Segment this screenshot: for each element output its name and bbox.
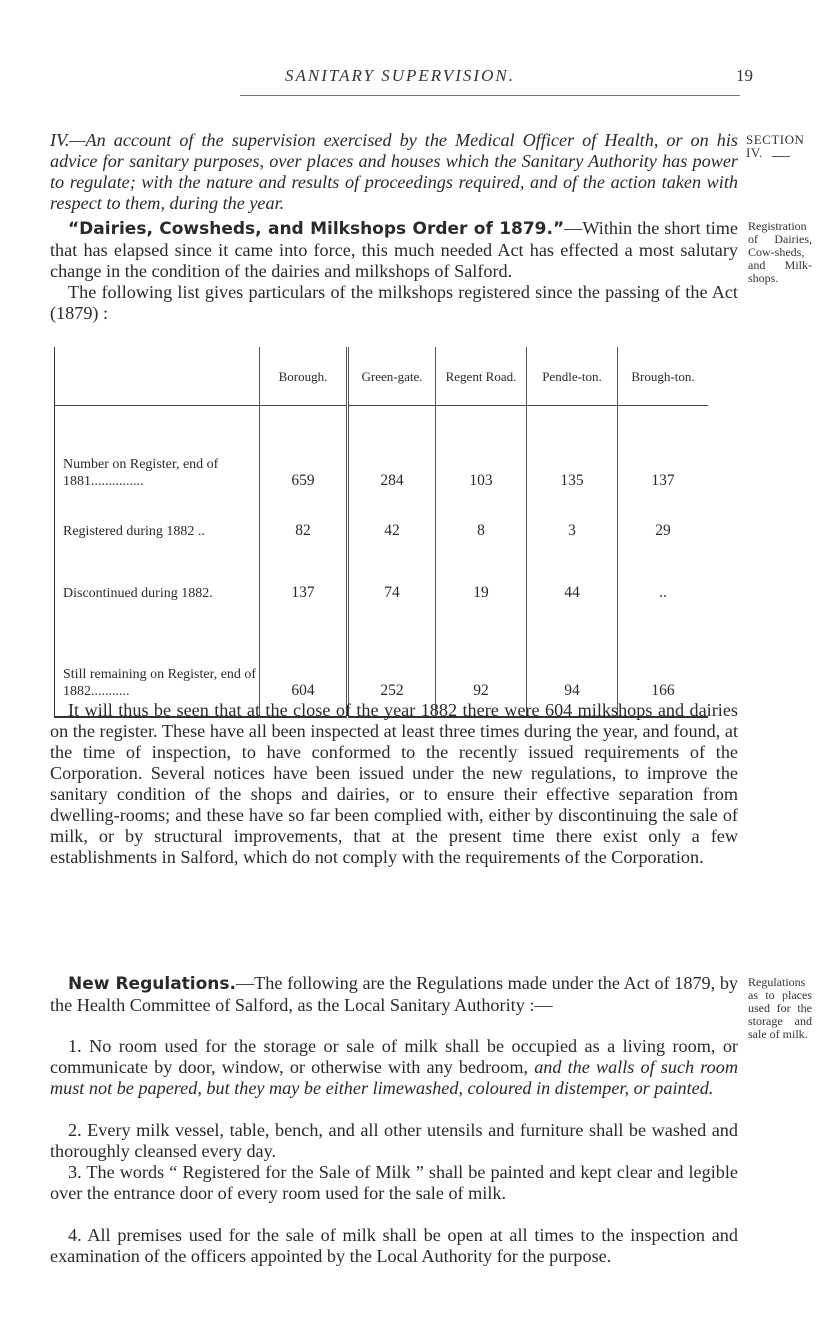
table-header-blank — [55, 347, 260, 406]
table-cell: 92 — [436, 624, 527, 717]
new-regulations-body: —The following are the Regulations made under the Act of 1879, by the Health Committee of Salford, as the Local Sanitary Authority :— — [50, 973, 739, 1015]
inspection-paragraph: It will thus be seen that at the close of the year 1882 there were 604 milkshops and dairies on the register. These have all been inspected at least three times during the year, and found, at the time of inspection, to have conformed to the recently issued requirements of the Corporation. Several notices have been issued under the new regulations, to improve the sanitary condition of the shops and dairies, or to ensure their effective separation from dwelling-rooms; and these have so far been complied with, either by discontinuing the sale of milk, or by structural improvements, that at the present time there exist only a few establishments in Salford, which do not comply with the requirements of the Corporation. — [50, 700, 738, 867]
table-cell: 103 — [436, 406, 527, 501]
new-regulations-intro — [50, 973, 738, 1016]
table-row — [55, 562, 709, 624]
table-cell: 166 — [618, 624, 709, 717]
dairies-body: —Within the short time that has elapsed since it came into force, this much needed Act has effected a most salutary change in the condition of the dairies and milkshops of Salford. — [50, 218, 738, 281]
row-label: Still remaining on Register, end of 1882........... — [55, 624, 260, 717]
dairies-order-title: “Dairies, Cowsheds, and Milkshops Order of 1879.” — [68, 219, 565, 239]
regulation-1 — [50, 1036, 738, 1099]
table-cell: 44 — [527, 562, 618, 624]
running-head: SANITARY SUPERVISION. — [285, 66, 515, 85]
regulation-1-text — [50, 1036, 738, 1099]
table-header-pendleton: Pendle-ton. — [527, 347, 618, 406]
table-cell: 3 — [527, 500, 618, 562]
margin-note-regulations: Regulations as to places used for the storage and sale of milk. — [748, 975, 812, 1041]
table-cell: 604 — [260, 624, 348, 717]
table-cell: .. — [618, 562, 709, 624]
table-header-greengate: Green-gate. — [348, 347, 436, 406]
table-cell: 82 — [260, 500, 348, 562]
table-cell: 8 — [436, 500, 527, 562]
dairies-intro — [50, 218, 738, 282]
row-label: Registered during 1882 .. — [55, 500, 260, 562]
table-cell: 29 — [618, 500, 709, 562]
page-number: 19 — [736, 66, 753, 85]
table-header-broughton: Brough-ton. — [618, 347, 709, 406]
margin-note-section-rule — [772, 156, 790, 157]
milkshop-list-intro: The following list gives particulars of the milkshops registered since the passing of the Act (1879) : — [50, 282, 738, 323]
table-cell: 74 — [348, 562, 436, 624]
table-cell: 42 — [348, 500, 436, 562]
row-label: Discontinued during 1882. — [55, 562, 260, 624]
milkshop-register-table — [54, 347, 708, 718]
table-cell: 94 — [527, 624, 618, 717]
dairies-paragraph — [50, 218, 738, 324]
table-cell: 137 — [260, 562, 348, 624]
header-rule — [240, 95, 740, 96]
table-row — [55, 500, 709, 562]
table-cell: 284 — [348, 406, 436, 501]
table-header-row — [55, 347, 709, 406]
section-heading: IV.—An account of the supervision exercised by the Medical Officer of Health, or on his advice for sanitary purposes, over places and houses which the Sanitary Authority has power to regulate; with the nature and results of proceedings required, and of the action taken with respect to them, during the year. — [50, 130, 738, 213]
table-row — [55, 406, 709, 501]
table-cell: 252 — [348, 624, 436, 717]
table-cell: 19 — [436, 562, 527, 624]
regulation-4: 4. All premises used for the sale of milk shall be open at all times to the inspection and examination of the officers appointed by the Local Authority for the purpose. — [50, 1225, 738, 1266]
table-header-regent-road: Regent Road. — [436, 347, 527, 406]
new-regulations-title: New Regulations. — [68, 974, 236, 994]
row-label: Number on Register, end of 1881............... — [55, 406, 260, 501]
table-header-borough: Borough. — [260, 347, 348, 406]
table-cell: 659 — [260, 406, 348, 501]
table-cell: 137 — [618, 406, 709, 501]
regulation-2: 2. Every milk vessel, table, bench, and all other utensils and furniture shall be washed and thoroughly cleansed every day. — [50, 1120, 738, 1161]
margin-note-section: SECTION IV. — [746, 132, 805, 160]
regulation-1-italic: and the walls of such room must not be papered, but they may be either limewashed, coloured in distemper, or painted. — [50, 1057, 738, 1098]
table-cell: 135 — [527, 406, 618, 501]
regulation-3: 3. The words “ Registered for the Sale of Milk ” shall be painted and kept clear and legible over the entrance door of every room used for the sale of milk. — [50, 1162, 738, 1203]
regulation-1-plain: 1. No room used for the storage or sale of milk shall be occupied as a living room, or communicate by door, window, or otherwise with any bedroom, — [50, 1036, 738, 1077]
margin-note-registration: Registration of Dairies, Cow-sheds, and Milk-shops. — [748, 219, 812, 285]
new-regulations-paragraph — [50, 973, 738, 1016]
